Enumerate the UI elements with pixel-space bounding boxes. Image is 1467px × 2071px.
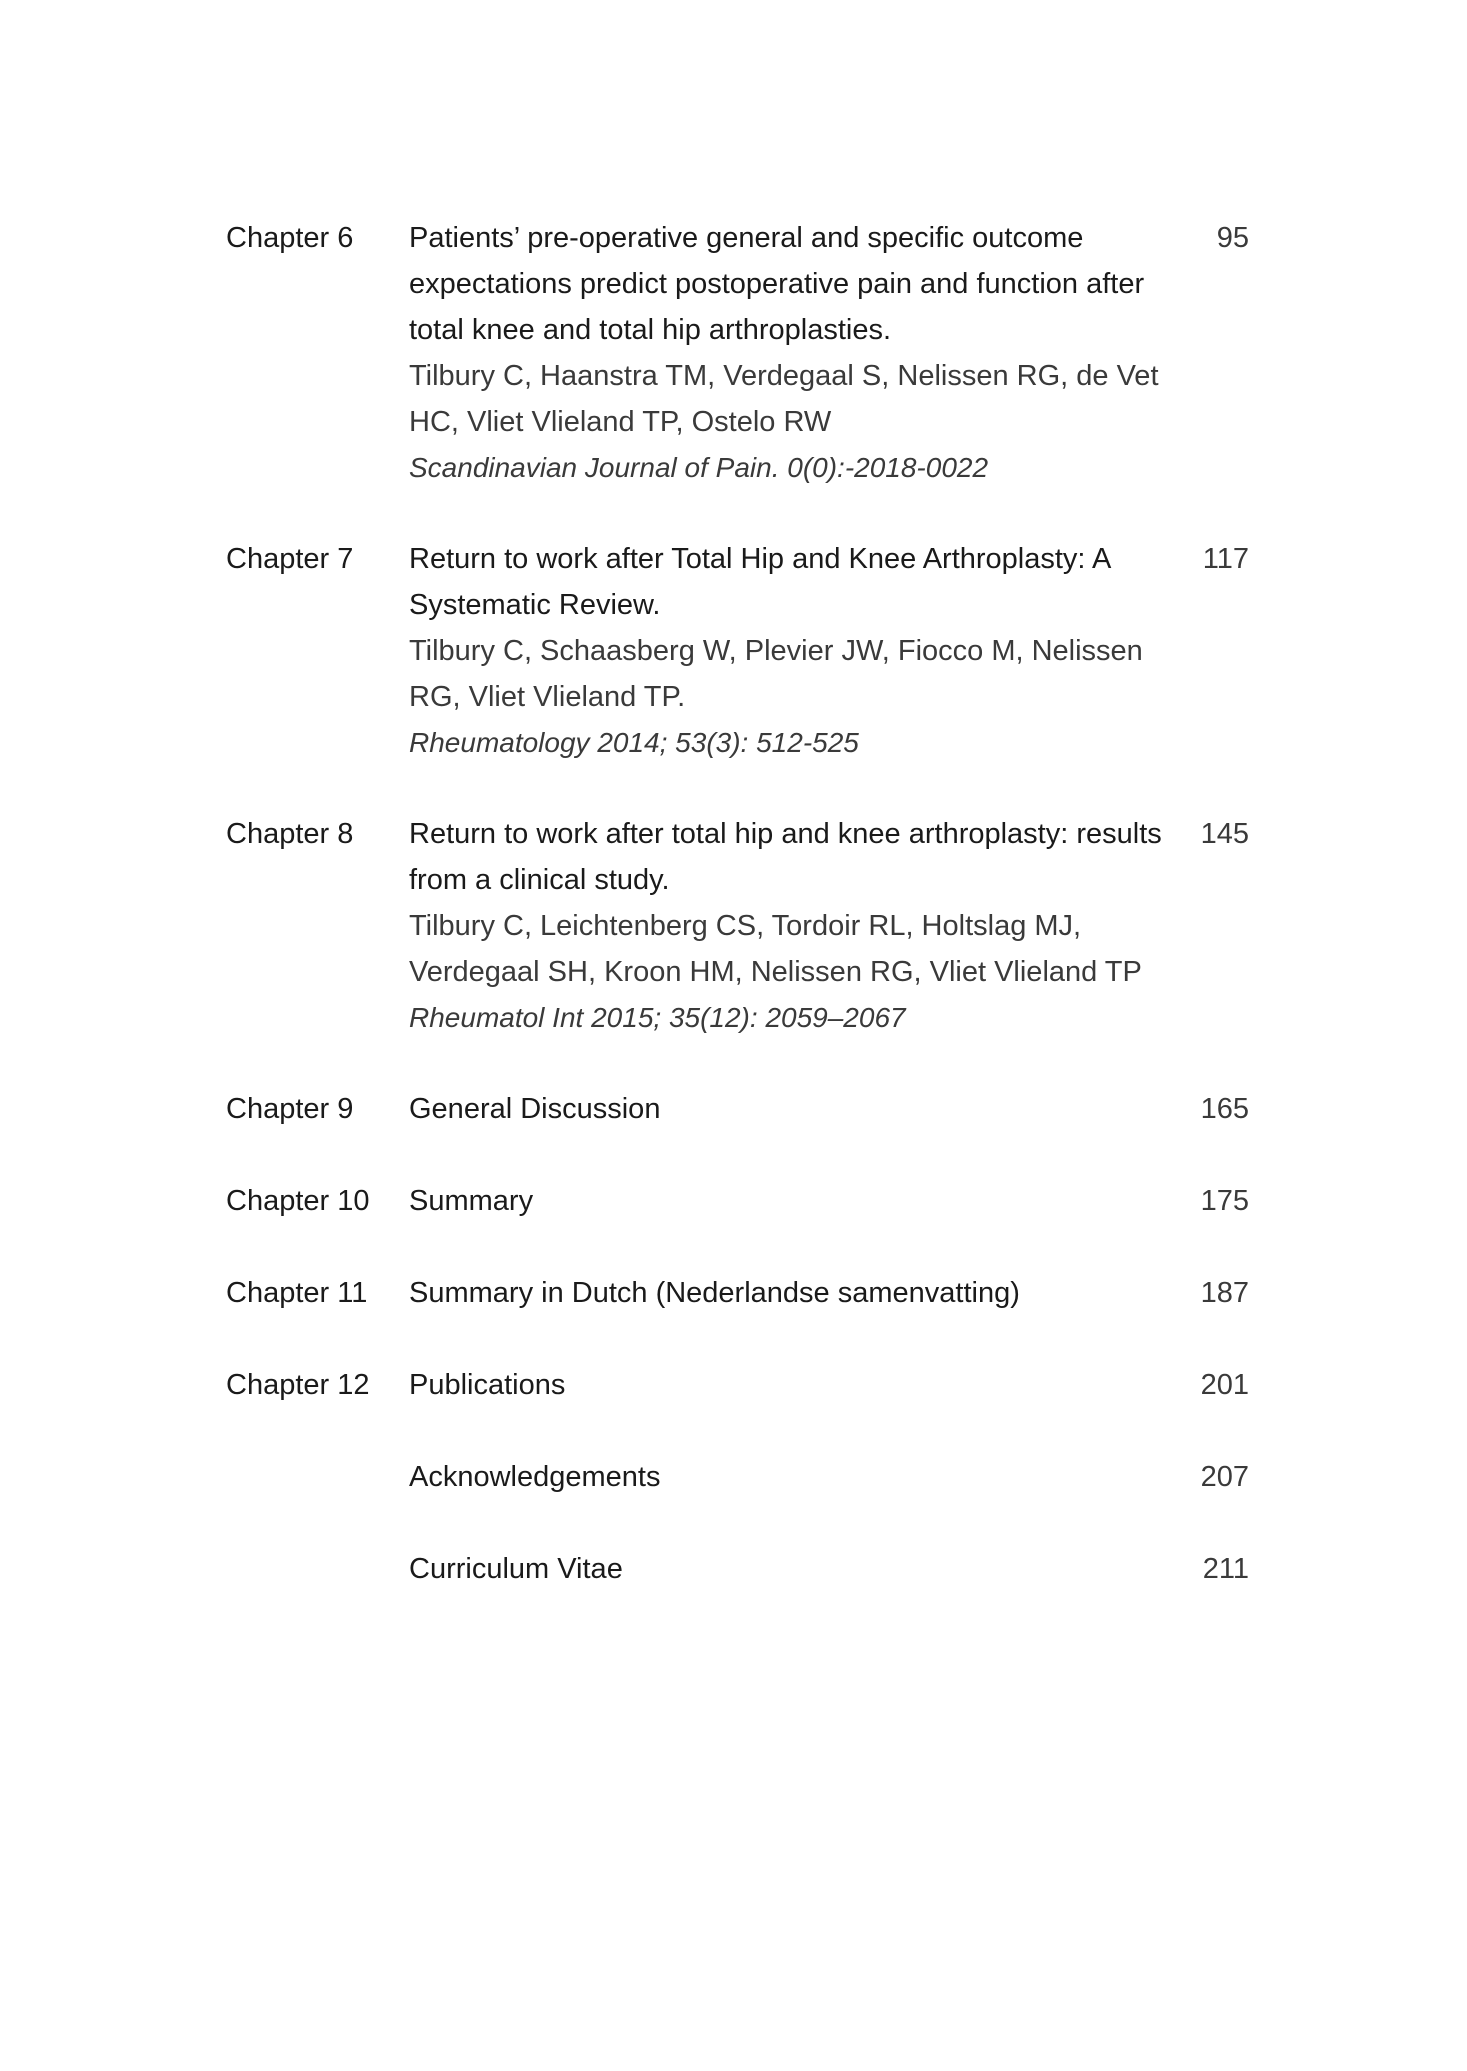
chapter-title: General Discussion [409,1093,661,1125]
chapter-journal: Scandinavian Journal of Pain. 0(0):-2018-0022 [409,452,989,483]
chapter-label: Chapter 9 [226,1093,354,1125]
page-number: 201 [1200,1369,1249,1401]
page-number: 207 [1200,1461,1249,1493]
chapter-label: Chapter 7 [226,543,354,575]
chapter-label: Chapter 6 [226,222,354,254]
chapter-title: Summary [409,1185,534,1217]
chapter-journal: Rheumatol Int 2015; 35(12): 2059–2067 [409,1002,906,1033]
chapter-title: Summary in Dutch (Nederlandse samenvatting) [409,1277,1020,1309]
chapter-label: Chapter 11 [226,1277,368,1309]
chapter-title: Patients’ pre-operative general and specific outcome expectations predict postoperative pain and function after total knee and total hip arthroplasties. [409,222,1145,346]
chapter-title: Curriculum Vitae [409,1553,623,1585]
chapter-title: Return to work after Total Hip and Knee Arthroplasty: A Systematic Review. [409,543,1110,621]
chapter-authors: Tilbury C, Haanstra TM, Verdegaal S, Nelissen RG, de Vet HC, Vliet Vlieland TP, Ostelo RW [409,360,1159,438]
chapter-label: Chapter 10 [226,1185,370,1217]
page-number: 95 [1216,222,1249,254]
chapter-journal: Rheumatology 2014; 53(3): 512-525 [409,727,859,758]
page-number: 117 [1202,543,1249,575]
chapter-title: Publications [409,1369,566,1401]
chapter-authors: Tilbury C, Leichtenberg CS, Tordoir RL, Holtslag MJ, Verdegaal SH, Kroon HM, Nelissen RG, Vliet Vlieland TP [409,910,1142,988]
chapter-authors: Tilbury C, Schaasberg W, Plevier JW, Fiocco M, Nelissen RG, Vliet Vlieland TP. [409,635,1143,713]
chapter-label: Chapter 8 [226,818,354,850]
chapter-title: Return to work after total hip and knee arthroplasty: results from a clinical study. [409,818,1162,896]
page-number: 175 [1200,1185,1249,1217]
page-number: 211 [1202,1553,1249,1585]
chapter-label: Chapter 12 [226,1369,370,1401]
page-number: 165 [1200,1093,1249,1125]
chapter-title: Acknowledgements [409,1461,661,1493]
page-number: 145 [1200,818,1249,850]
page-number: 187 [1200,1277,1249,1309]
